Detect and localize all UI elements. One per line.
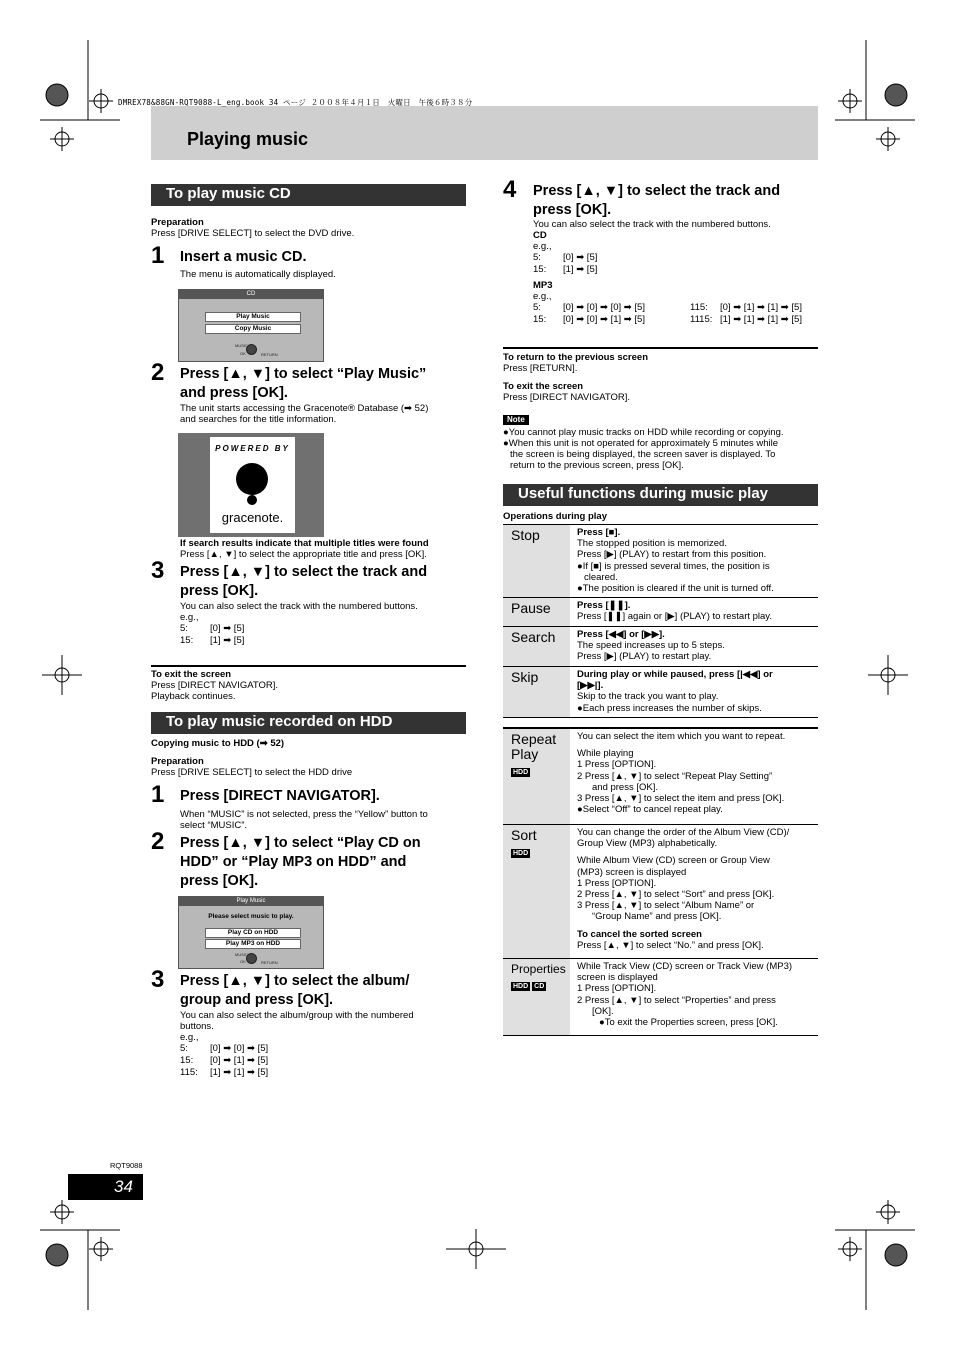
text-line: Press [■]. <box>577 527 621 538</box>
text-line: Press [❚❚]. <box>577 600 631 611</box>
text-line: ●To exit the Properties screen, press [OK]. <box>599 1017 778 1029</box>
eg-key: 15: <box>180 635 194 646</box>
note-bullet-2-line2: the screen is being displayed, the screen saver is displayed. To <box>510 449 776 460</box>
text-line: 3 Press [▲, ▼] to select “Album Name” or <box>577 900 755 912</box>
section-title-cd: To play music CD <box>151 184 466 206</box>
play-mp3-on-hdd-option[interactable]: Play MP3 on HDD <box>205 939 301 949</box>
cd-step2-desc-line2: and searches for the title information. <box>180 414 337 425</box>
cd-prep-text: Press [DRIVE SELECT] to select the DVD drive. <box>151 228 355 239</box>
hdd-copy-note: Copying music to HDD (➡ 52) <box>151 738 285 749</box>
divider <box>503 347 818 349</box>
gracenote-small-dot-icon <box>247 495 257 505</box>
return-heading: To return to the previous screen <box>503 352 648 363</box>
cd-menu-screen <box>178 289 324 362</box>
eg-value: [0] ➡ [5] <box>563 252 598 263</box>
row-text-pause <box>577 600 817 622</box>
row-text-sort <box>577 827 817 951</box>
row-text-repeat <box>577 731 817 815</box>
text-line: While playing <box>577 748 634 760</box>
hint-music: MUSIC <box>235 343 248 348</box>
text-line: Group View (MP3) alphabetically. <box>577 838 718 850</box>
repeat-label-line2: Play <box>511 746 539 762</box>
hdd-prep-text: Press [DRIVE SELECT] to select the HDD drive <box>151 767 353 778</box>
text-line: To cancel the sorted screen <box>577 928 702 940</box>
hint-ok: OK <box>240 351 246 356</box>
table-row <box>503 728 818 824</box>
row-text-search <box>577 629 817 663</box>
cd-step3-eg: e.g., <box>180 612 199 623</box>
cd-step3-title-line2: press [OK]. <box>180 583 259 599</box>
eg-row <box>533 302 690 314</box>
hint-return: RETURN <box>261 352 278 357</box>
text-line: During play or while paused, press [|◀◀] or <box>577 669 773 680</box>
play-music-option[interactable]: Play Music <box>205 312 301 322</box>
eg-key: 5: <box>180 623 188 634</box>
hdd-step2-number: 2 <box>151 828 165 855</box>
eg-key: 15: <box>533 314 547 325</box>
properties-label: Properties <box>511 962 566 976</box>
cd-step2-title-line1: Press [▲, ▼] to select “Play Music” <box>180 366 427 382</box>
step4-number: 4 <box>503 176 517 203</box>
eg-row <box>690 314 802 326</box>
table-spacer <box>503 717 818 728</box>
eg-row <box>533 252 818 264</box>
table-row <box>503 524 818 597</box>
multi-titles-text: Press [▲, ▼] to select the appropriate title and press [OK]. <box>180 549 427 560</box>
step4-mp3-label: MP3 <box>533 280 553 291</box>
cd-step2-number: 2 <box>151 359 165 386</box>
cd-exit-line1: Press [DIRECT NAVIGATOR]. <box>151 680 279 691</box>
table-row <box>503 626 818 666</box>
hdd-step3-desc-line2: buttons. <box>180 1021 214 1032</box>
text-line: 2 Press [▲, ▼] to select “Sort” and press [OK]. <box>577 889 775 901</box>
hdd-step1-title: Press [DIRECT NAVIGATOR]. <box>180 788 380 804</box>
cd-step3-desc-text: You can also select the track with the numbered buttons. <box>180 601 418 612</box>
text-line: “Group Name” and press [OK]. <box>592 911 722 923</box>
eg-value: [0] ➡ [0] ➡ [1] ➡ [5] <box>563 314 645 325</box>
hdd-step2-title-line1: Press [▲, ▼] to select “Play CD on <box>180 835 421 851</box>
cd-step1-title: Insert a music CD. <box>180 249 307 265</box>
hdd-prep-block <box>151 738 352 778</box>
text-line: The stopped position is memorized. <box>577 538 727 550</box>
cd-preparation <box>151 217 354 239</box>
text-line: and press [OK]. <box>592 781 659 793</box>
return-block <box>503 352 648 403</box>
hdd-step3-title-line1: Press [▲, ▼] to select the album/ <box>180 973 410 989</box>
gracenote-wordmark: gracenote. <box>221 510 284 525</box>
cd-tag: CD <box>534 983 545 990</box>
text-line: 1 Press [OPTION]. <box>577 877 657 889</box>
hdd-tag: HDD <box>513 850 529 857</box>
sort-label: Sort <box>511 827 537 843</box>
eg-row <box>533 314 690 326</box>
hdd-step3-title <box>180 972 409 1010</box>
eg-row <box>690 302 802 314</box>
hdd-tag: HDD <box>513 983 529 990</box>
text-line: While Album View (CD) screen or Group View <box>577 855 770 867</box>
text-line: The speed increases up to 5 steps. <box>577 640 725 652</box>
text-line: You can select the item which you want to repeat. <box>577 731 786 742</box>
step4-mp3-eg: e.g., <box>533 291 552 302</box>
eg-row <box>180 623 418 635</box>
screen-message: Please select music to play. <box>208 913 294 920</box>
cd-step3-desc <box>180 601 418 647</box>
text-line: ●Each press increases the number of skips. <box>577 702 762 714</box>
eg-row <box>533 264 818 276</box>
cd-step2-title <box>180 365 426 403</box>
eg-key: 15: <box>533 264 547 275</box>
cd-step1-desc: The menu is automatically displayed. <box>180 269 336 280</box>
row-label-stop: Stop <box>503 525 570 597</box>
screen-title: Play Music <box>179 897 323 906</box>
play-music-screen <box>178 896 324 969</box>
divider <box>151 665 466 667</box>
text-line: [OK]. <box>592 1005 614 1017</box>
eg-value: [0] ➡ [1] ➡ [1] ➡ [5] <box>720 302 802 313</box>
hdd-step1-desc-line2: select “MUSIC”. <box>180 820 248 831</box>
eg-key: 1115: <box>690 314 713 325</box>
step4-title-line2: press [OK]. <box>533 202 612 218</box>
text-line: 2 Press [▲, ▼] to select “Repeat Play Setting” <box>577 770 773 782</box>
text-line: 2 Press [▲, ▼] to select “Properties” and press <box>577 994 776 1006</box>
row-text-properties <box>577 961 817 1028</box>
text-line: ●The position is cleared if the unit is turned off. <box>577 583 774 595</box>
row-label-repeat <box>503 729 570 824</box>
eg-key: 115: <box>690 302 708 313</box>
hdd-step3-number: 3 <box>151 966 165 993</box>
text-line: Press [❚❚] again or [▶] (PLAY) to restart play. <box>577 611 772 623</box>
hdd-step3-eg: e.g., <box>180 1032 199 1043</box>
hdd-step1-number: 1 <box>151 781 165 808</box>
eg-row <box>180 635 418 647</box>
note-bullet-1: ●You cannot play music tracks on HDD while recording or copying. <box>503 427 784 438</box>
step4-cd-label: CD <box>533 230 547 241</box>
hdd-step3-desc-line1: You can also select the album/group with the numbered <box>180 1010 414 1021</box>
row-label-skip: Skip <box>503 667 570 717</box>
hint-ok: OK <box>240 959 246 964</box>
gracenote-logo <box>178 433 324 537</box>
hdd-tag: HDD <box>513 769 529 776</box>
step4-cd-eg: e.g., <box>533 241 552 252</box>
hdd-step1-desc <box>180 809 428 831</box>
cd-step1-number: 1 <box>151 242 165 269</box>
text-line: ●If [■] is pressed several times, the position is <box>577 560 770 572</box>
section-title-useful: Useful functions during music play <box>503 484 818 506</box>
step4-title <box>533 182 780 220</box>
table-row <box>503 597 818 626</box>
doc-code: RQT9088 <box>110 1161 143 1170</box>
step4-desc-text: You can also select the track with the numbered buttons. <box>533 219 771 230</box>
note-bullet-2-line3: return to the previous screen, press [OK]. <box>510 460 684 471</box>
hint-return: RETURN <box>261 960 278 965</box>
row-label-sort <box>503 825 570 958</box>
hdd-step3-desc <box>180 1010 414 1079</box>
row-label-properties <box>503 959 570 1035</box>
note-tag: Note <box>503 415 529 425</box>
note-block <box>503 427 818 471</box>
return-text: Press [RETURN]. <box>503 363 578 374</box>
multi-titles-heading: If search results indicate that multiple titles were found <box>180 538 429 549</box>
text-line: Skip to the track you want to play. <box>577 691 719 703</box>
table-row <box>503 824 818 958</box>
text-line: 1 Press [OPTION]. <box>577 983 657 995</box>
screen-title: CD <box>179 290 323 299</box>
page-number: 34 <box>114 1177 133 1196</box>
cd-exit-heading: To exit the screen <box>151 669 232 680</box>
eg-row <box>180 1067 414 1079</box>
text-line: Press [▶] (PLAY) to restart from this position. <box>577 549 767 561</box>
exit-heading: To exit the screen <box>503 381 584 392</box>
cd-step2-desc-line1: The unit starts accessing the Gracenote® Database (➡ 52) <box>180 403 429 414</box>
file-info: DMREX78&88GN-RQT9088-L_eng.book 34 ページ ２００８年４月１日 火曜日 午後６時３８分 <box>118 98 473 107</box>
eg-value: [1] ➡ [5] <box>563 264 598 275</box>
eg-key: 5: <box>533 252 541 263</box>
hdd-step1-desc-line1: When “MUSIC” is not selected, press the “Yellow” button to <box>180 809 428 820</box>
table-row <box>503 958 818 1036</box>
multi-titles-block <box>180 538 429 560</box>
cd-step2-title-line2: and press [OK]. <box>180 385 288 401</box>
eg-value: [0] ➡ [1] ➡ [5] <box>210 1055 269 1066</box>
eg-value: [1] ➡ [1] ➡ [5] <box>210 1067 269 1078</box>
cd-exit-block <box>151 669 278 702</box>
hdd-step2-title-line2: HDD” or “Play MP3 on HDD” and <box>180 854 407 870</box>
hdd-step2-title <box>180 834 421 891</box>
cd-prep-label: Preparation <box>151 217 204 228</box>
hdd-step3-title-line2: group and press [OK]. <box>180 992 334 1008</box>
eg-key: 5: <box>533 302 541 313</box>
eg-key: 15: <box>180 1055 194 1066</box>
hdd-step2-title-line3: press [OK]. <box>180 873 259 889</box>
hdd-prep-label: Preparation <box>151 756 204 767</box>
eg-key: 115: <box>180 1067 198 1078</box>
text-line: Press [▶] (PLAY) to restart play. <box>577 651 712 663</box>
text-line: [▶▶|]. <box>577 680 604 692</box>
cd-step3-title-line1: Press [▲, ▼] to select the track and <box>180 564 428 580</box>
hint-music: MUSIC <box>235 952 248 957</box>
eg-value: [1] ➡ [1] ➡ [1] ➡ [5] <box>720 314 802 325</box>
powered-by-text: POWERED BY <box>215 444 290 453</box>
note-bullet-2-line1: ●When this unit is not operated for approximately 5 minutes while <box>503 438 779 449</box>
row-text-stop <box>577 527 817 594</box>
eg-value: [0] ➡ [0] ➡ [0] ➡ [5] <box>563 302 645 313</box>
page-title: Playing music <box>187 129 309 149</box>
text-line: While Track View (CD) screen or Track View (MP3) <box>577 961 793 972</box>
step4-title-line1: Press [▲, ▼] to select the track and <box>533 183 781 199</box>
text-line: 3 Press [▲, ▼] to select the item and press [OK]. <box>577 793 785 805</box>
eg-row <box>180 1043 414 1055</box>
eg-value: [1] ➡ [5] <box>210 635 245 646</box>
text-line: cleared. <box>584 571 618 583</box>
gracenote-dot-icon <box>236 463 268 495</box>
cd-step3-number: 3 <box>151 557 165 584</box>
text-line: Press [◀◀] or [▶▶]. <box>577 629 665 640</box>
text-line: 1 Press [OPTION]. <box>577 759 657 771</box>
step4-desc <box>533 219 818 326</box>
ops-label: Operations during play <box>503 511 607 522</box>
copy-music-option[interactable]: Copy Music <box>205 324 301 334</box>
cd-exit-line2: Playback continues. <box>151 691 236 702</box>
text-line: screen is displayed <box>577 972 658 984</box>
eg-key: 5: <box>180 1043 188 1054</box>
eg-value: [0] ➡ [0] ➡ [5] <box>210 1043 269 1054</box>
row-text-skip <box>577 669 817 714</box>
cd-step2-desc <box>180 403 428 425</box>
text-line: ●Select “Off” to cancel repeat play. <box>577 804 723 816</box>
text-line: You can change the order of the Album View (CD)/ <box>577 827 790 838</box>
text-line: Press [▲, ▼] to select “No.” and press [OK]. <box>577 939 764 951</box>
text-line: (MP3) screen is displayed <box>577 866 687 878</box>
repeat-label-line1: Repeat <box>511 731 557 747</box>
play-cd-on-hdd-option[interactable]: Play CD on HDD <box>205 928 301 938</box>
cd-step3-title <box>180 563 427 601</box>
useful-functions-table <box>503 524 818 1036</box>
section-title-hdd: To play music recorded on HDD <box>151 712 466 734</box>
exit-text: Press [DIRECT NAVIGATOR]. <box>503 392 631 403</box>
table-row <box>503 666 818 717</box>
row-label-pause: Pause <box>503 598 570 626</box>
eg-value: [0] ➡ [5] <box>210 623 245 634</box>
row-label-search: Search <box>503 627 570 666</box>
eg-row <box>180 1055 414 1067</box>
